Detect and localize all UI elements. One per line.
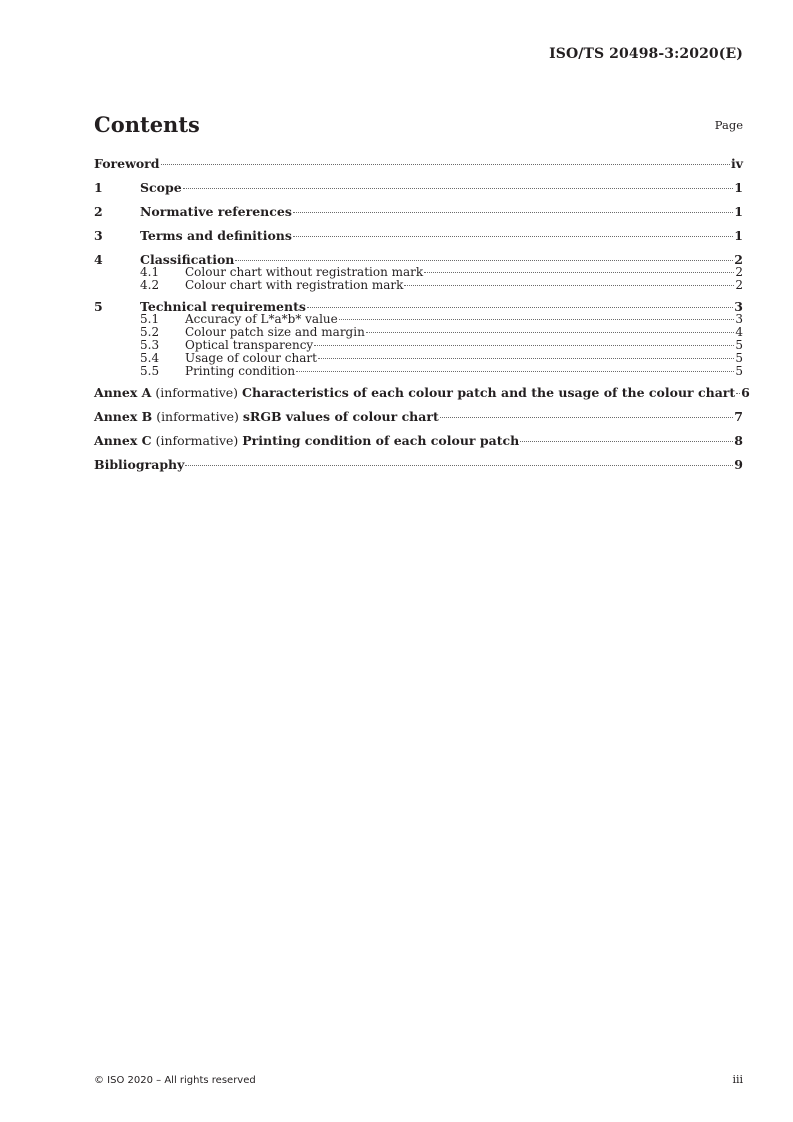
dot-leader — [183, 188, 734, 189]
toc-entry-label: sRGB values of colour chart — [242, 409, 439, 424]
toc-entry-number: 5.2 — [140, 325, 160, 339]
toc-entry-annex-b[interactable] — [94, 409, 743, 433]
annex-type: (informative) — [155, 385, 239, 400]
toc-entry-foreword[interactable] — [94, 156, 743, 180]
toc-entry-page: iv — [730, 156, 743, 171]
dot-leader — [440, 417, 734, 418]
annex-type: (informative) — [156, 409, 239, 424]
toc-entry-clause-5[interactable] — [94, 299, 743, 313]
toc-entry-number: 5.5 — [140, 364, 160, 378]
annex-id: Annex C — [94, 433, 152, 448]
dot-leader — [404, 285, 734, 286]
document-identifier: ISO/TS 20498-3:2020(E) — [549, 46, 743, 62]
toc-entry-number: 1 — [94, 180, 103, 195]
toc-entry-page: 1 — [734, 228, 743, 243]
toc-entry-page: 5 — [735, 364, 743, 378]
dot-leader — [424, 272, 734, 273]
dot-leader — [339, 319, 735, 320]
dot-leader — [307, 307, 733, 308]
toc-entry-number: 5.3 — [140, 338, 160, 352]
toc-entry-number: 3 — [94, 228, 103, 243]
toc-entry-clause-3[interactable] — [94, 228, 743, 252]
dot-leader — [161, 164, 730, 165]
toc-entry-label: Bibliography — [94, 457, 185, 472]
toc-entry-sub-5-5[interactable] — [94, 365, 743, 385]
toc-entry-label: Colour patch size and margin — [185, 325, 365, 339]
page-title: Contents — [94, 112, 200, 137]
toc-entry-page: 2 — [735, 265, 743, 279]
toc-entry-page: 3 — [735, 312, 743, 326]
toc-entry-label: Characteristics of each colour patch and the usage of the colour chart — [242, 385, 736, 400]
copyright-notice: © ISO 2020 – All rights reserved — [94, 1075, 256, 1086]
toc-entry-page: 8 — [734, 433, 743, 448]
toc-entry-label: Normative references — [140, 204, 292, 219]
dot-leader — [293, 236, 733, 237]
dot-leader — [366, 332, 735, 333]
toc-entry-clause-2[interactable] — [94, 204, 743, 228]
toc-entry-page: 2 — [735, 278, 743, 292]
page-number: iii — [732, 1073, 743, 1086]
toc-entry-label: Scope — [140, 180, 182, 195]
dot-leader — [314, 345, 734, 346]
toc-entry-page: 5 — [735, 338, 743, 352]
annex-id: Annex A — [94, 385, 152, 400]
toc-entry-number: 4.1 — [140, 265, 160, 279]
annex-type: (informative) — [155, 433, 239, 448]
toc-entry-clause-4[interactable] — [94, 252, 743, 266]
page-column-label: Page — [714, 118, 743, 132]
toc-entry-label: Usage of colour chart — [185, 351, 317, 365]
toc-entry-page: 6 — [741, 385, 750, 400]
toc-entry-sub-4-2[interactable] — [94, 279, 743, 299]
toc-entry-page: 1 — [734, 204, 743, 219]
toc-entry-label: Accuracy of L*a*b* value — [185, 312, 338, 326]
dot-leader — [293, 212, 733, 213]
toc-entry-clause-1[interactable] — [94, 180, 743, 204]
toc-entry-label: Colour chart with registration mark — [185, 278, 404, 292]
toc-entry-page: 2 — [734, 252, 743, 267]
toc-entry-page: 7 — [734, 409, 743, 424]
toc-entry-label: Terms and definitions — [140, 228, 292, 243]
toc-entry-page: 9 — [734, 457, 743, 472]
toc-entry-number: 5.4 — [140, 351, 160, 365]
toc-entry-label: Optical transparency — [185, 338, 314, 352]
toc-entry-label: Printing condition — [185, 364, 296, 378]
toc-entry-label: Technical requirements — [140, 299, 306, 314]
toc-entry-page: 3 — [734, 299, 743, 314]
toc-entry-annex-c[interactable] — [94, 433, 743, 457]
dot-leader — [736, 393, 740, 394]
table-of-contents — [94, 156, 750, 481]
toc-entry-page: 1 — [734, 180, 743, 195]
dot-leader — [185, 465, 733, 466]
toc-entry-number: 5 — [94, 299, 103, 314]
dot-leader — [296, 371, 734, 372]
toc-entry-number: 4 — [94, 252, 103, 267]
dot-leader — [235, 260, 733, 261]
dot-leader — [318, 358, 734, 359]
toc-entry-page: 5 — [735, 351, 743, 365]
toc-entry-page: 4 — [735, 325, 743, 339]
toc-entry-label: Printing condition of each colour patch — [242, 433, 520, 448]
toc-entry-number: 5.1 — [140, 312, 160, 326]
toc-entry-bibliography[interactable] — [94, 457, 743, 481]
toc-entry-label: Colour chart without registration mark — [185, 265, 424, 279]
toc-entry-number: 2 — [94, 204, 103, 219]
toc-entry-annex-a[interactable] — [94, 385, 750, 409]
dot-leader — [520, 441, 733, 442]
toc-entry-label: Foreword — [94, 156, 160, 171]
toc-entry-label: Classification — [140, 252, 235, 267]
toc-entry-number: 4.2 — [140, 278, 160, 292]
annex-id: Annex B — [94, 409, 153, 424]
